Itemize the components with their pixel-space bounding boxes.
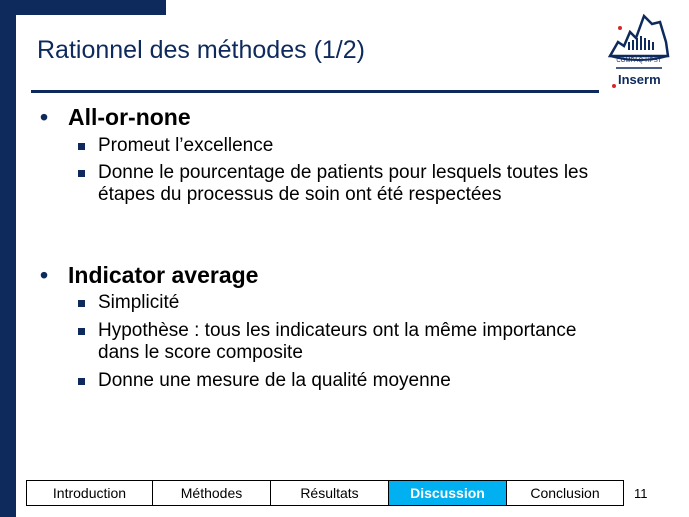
logo-brand: Inserm bbox=[618, 72, 661, 87]
square-bullet-icon bbox=[78, 378, 85, 385]
square-bullet-icon bbox=[78, 170, 85, 177]
nav-conclusion[interactable]: Conclusion bbox=[530, 485, 600, 501]
slide-title: Rationnel des méthodes (1/2) bbox=[37, 36, 365, 64]
left-accent-bar bbox=[0, 0, 16, 517]
sub-bullet: Donne le pourcentage de patients pour lesquels toutes les étapes du processus de soin ont été respectées bbox=[78, 162, 618, 206]
compaq-hpst-logo bbox=[606, 12, 672, 92]
nav-resultats[interactable]: Résultats bbox=[271, 481, 389, 505]
nav-methodes[interactable]: Méthodes bbox=[153, 481, 271, 505]
logo-dot-top bbox=[618, 26, 622, 30]
square-bullet-icon bbox=[78, 143, 85, 150]
sub-bullet: Hypothèse : tous les indicateurs ont la même importance dans le score composite bbox=[78, 320, 618, 364]
nav-introduction[interactable]: Introduction bbox=[27, 481, 153, 505]
page-number: 11 bbox=[634, 486, 648, 501]
bullet-dot: • bbox=[40, 262, 49, 288]
square-bullet-icon bbox=[78, 300, 85, 307]
section-navigation bbox=[26, 480, 624, 506]
sub-bullet: Promeut l’excellence bbox=[78, 135, 618, 157]
square-bullet-icon bbox=[78, 328, 85, 335]
logo-caption: COMPAQ-HPST bbox=[616, 58, 662, 64]
top-accent-bar bbox=[0, 0, 166, 15]
title-divider bbox=[31, 90, 599, 93]
bullet-dot: • bbox=[40, 104, 49, 130]
sub-bullet: Simplicité bbox=[78, 292, 618, 314]
sub-bullet: Donne une mesure de la qualité moyenne bbox=[78, 370, 618, 392]
nav-discussion[interactable]: Discussion bbox=[389, 481, 507, 505]
logo-dot-bottom bbox=[612, 84, 616, 88]
